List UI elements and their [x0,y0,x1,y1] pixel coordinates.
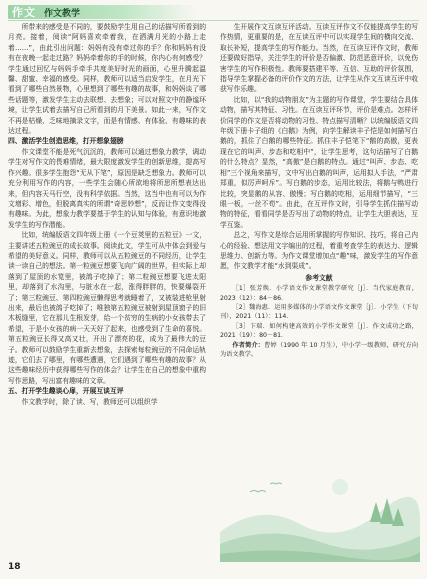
landscape-illustration-icon [220,462,420,562]
paragraph: 所带来的感受是不同的，要鼓励学生用自己的话描写所看到的月亮。接着，阅读“阿妈喜欢牵着我，在洒满月光的小路上走着……”，由此引出问题：妈妈有没有牵过你的手？你和妈妈有没有在夜晚一起走过路？妈妈牵着你的手的时候，你内心有何感受？学生通过回忆与妈妈手牵手共度美好时光的画面，心里升腾起温馨、甜蜜、幸福的感受。同样，教师可以适当启发学生，在月光下看到了哪些自然景物，心里想到了哪些有趣的故事，和妈妈谈了哪些话题等，激发学生主动去联想、去想象；可以对照文中的静谧环境，让学生试着去描写自己所看到的月下美景。如此一来，写作文不再是枯燥、乏味地摘录文字，而是有情感、有体验、有趣味的表达过程。 [8,23,206,136]
references-title: 参考文献 [305,273,333,282]
paragraph: 比如，以“我的动物朋友”为主题的写作课堂，学生要结合具体动物，描写其特征、习性。在互读互评环节，评价是难点。怎样评价同学的作文是否将动物的习性、特点描写清晰？以统编版语文四年级下册卡子组的《白鹅》为例，向学生解读丰子恺是如何描写白鹅的，抓住了白鹅的哪些特征。抓住丰子恺笔下“鹅的高傲，更表现在它的叫声、步态和吃相中”，让学生思考，这句话描写了白鹅的什么特点？显然，“高傲”是白鹅的特点。通过“叫声、步态、吃相”三个视角来描写，文中写出白鹅的叫声，运用拟人手法，“严肃郑重，似厉声呵斥”。写白鹅的步态，运用比较法，将鹅与鸭进行比较，突显鹅的从容、傲慢；写白鹅的吃相，运用细节描写，“三眼一板，一丝不苟”。由此，在互评作文时，引导学生抓住描写动物的特征，看看同学是否写出了动物的特点，让学生大胆表达，互学互鉴。 [220,95,418,229]
right-column [220,22,418,422]
author-bio [220,341,418,360]
left-column [8,22,206,562]
author-bio-label: 作者简介： [232,341,265,349]
paragraph: 生开展作文互读互评活动。互读互评作文不仅能提高学生的写作热情，更重要的是，在互读互评中可以实现学生间的横向交流、取长补短，提高学生的写作能力。当然，在互读互评作文时，教师还要做好指导，关注学生的评价是否偏激、防范恶意评价，以免伤害学生的写作积极性。教师要搭建平等、互信、互助的评价氛围，指导学生掌握必备的评价作文的方法，让学生从作文互读互评中收获写作乐趣。 [220,23,418,94]
section-glyph: 作文 [12,6,36,19]
section-header-banner [8,5,198,19]
paragraph: 比如，统编版语文四年级上册《一个豆荚里的五粒豆》一文，主要讲述五粒豌豆的成长故事。阅读此文，学生可从中体会到爱与希望的美好意义。同样，教师可以从五粒豌豆的不同经历，让学生读一读自己的想法。第一粒豌豆想要飞向广阔的世界，但实际上却落到了屋顶的水笕里，被鸽子吃掉了；第二粒豌豆想要飞进太阳里，却落到了水沟里，与脏水在一起，涨得胖胖的，快要爆裂开了；第三粒豌豆、第四粒豌豆懒得思考就睡着了，又被装进枪里射出来，最后也被鸽子吃掉了；唯独第五粒豌豆被射到屋顶窗子的旧木板缝里，它在那儿生根发芽，给一个贫穷的生病的小女孩带去了希望，于是小女孩的病一天天好了起来，也感受到了生命的喜悦。第五粒豌豆长得又高又壮，开出了漂亮的花，成为了最伟大的豆子。教师可以鼓励学生重新去想象，去探索每粒豌豆的不同命运轨迹，它们去了哪里，有哪些遭遇，它们遇到了哪些有趣的故事？从这些趣味经历中获得哪些写作的体会？让学生在自己的想象中重构写作思路，写出富有趣味的文章。 [8,231,206,385]
reference-item: ［3］卞瑞．如何构建高效的小学作文课堂［J］．作文成功之路，2021（19）：80－81． [220,322,418,340]
paragraph: 作文教学时，除了读、写，教师还可以组织学 [21,397,158,406]
section-heading: 五、打开学生趣谈心扉，开展互谈互评 [8,387,124,396]
page-number: 18 [8,562,21,572]
reference-item: ［1］张芳焕．小学语文作文课堂教学研究［J］．当代家庭教育，2023（12）：84－86． [220,285,418,302]
paragraph: 总之，写作文是综合运用所掌握的写作知识、技巧，将自己内心的经验、想法用文字编出的过程，着重考查学生的表达力、逻辑思维力、创新力等。为作文课堂增加点“趣”味，激发学生的写作意愿，作文教学才能“水到渠成”。 [220,231,418,271]
section-heading: 四、激活学生创造思维，打开想象翅膀 [8,137,124,146]
header-divider [8,20,419,21]
reference-item: ［2］魏海惠．运用多媒体的小学语文作文课堂［J］．小学生（下旬刊），2021（11）：114． [220,303,418,321]
section-title: 作文教学 [44,9,81,19]
author-bio-text: 曹婷（1990 年 10 月生），中小学一级教师，研究方向为语文教学。 [220,341,418,358]
paragraph: 作文课堂不能是死气沉沉的，教师可以通过想象力教学，调动学生对写作文的畏难情绪，最大限度激发学生的创新思维，提高写作兴趣。很多学生抱怨“无从下笔”，原因是缺乏想象力。教师可以充分利用写作的内容，一些学生会随心所欲地将所思所想表达出来，但内容天马行空，没有科学依据。当然，这当中也有可以为作文增彩、增色，但脱离真实的所谓“奇思妙想”，反而让作文变得没有趣味。为此，想象力教学要基于学生的认知与体验，有意识地激发学生的写作潜能。 [8,147,206,229]
